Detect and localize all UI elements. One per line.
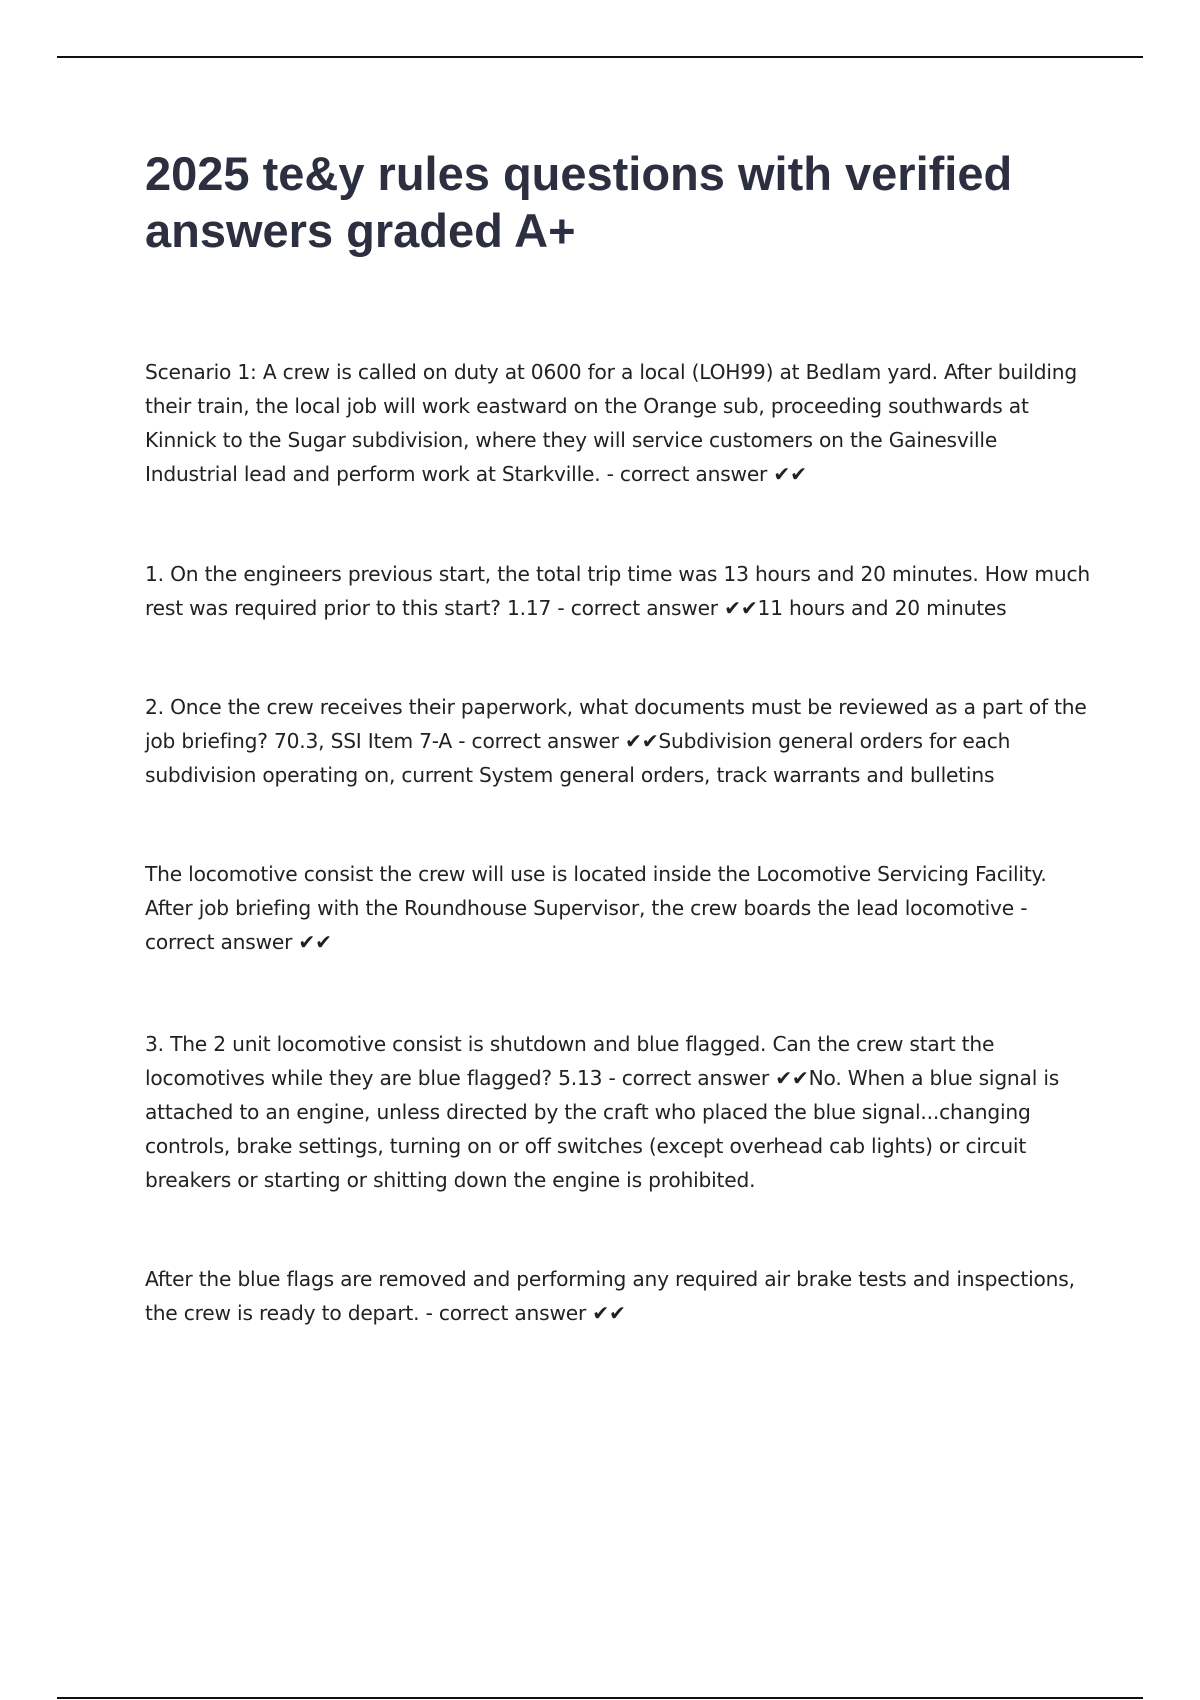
document-title: 2025 te&y rules questions with verified answers graded A+ — [145, 147, 1013, 257]
departure-paragraph: After the blue flags are removed and performing any required air brake tests and inspections, the crew is ready to depart. - correct answer ✔✔ — [145, 1267, 1075, 1325]
question-3-paragraph: 3. The 2 unit locomotive consist is shutdown and blue flagged. Can the crew start the locomotives while they are blue flagged? 5.13 - correct answer ✔✔No. When a blue signal is attached to an engine, unless directed by the craft who placed the blue signal...changing controls, brake settings, turning on or off switches (except overhead cab lights) or circuit breakers or starting or shitting down the engine is prohibited. — [145, 1032, 1060, 1192]
bottom-divider — [57, 1697, 1143, 1699]
top-divider — [57, 56, 1143, 58]
scenario-paragraph: Scenario 1: A crew is called on duty at 0600 for a local (LOH99) at Bedlam yard. After building their train, the local job will work eastward on the Orange sub, proceeding southwards at Kinnick to the Sugar subdivision, where they will service customers on the Gainesville Industrial lead and perform work at Starkville. - correct answer ✔✔ — [145, 360, 1077, 486]
question-1-paragraph: 1. On the engineers previous start, the total trip time was 13 hours and 20 minutes. How much rest was required prior to this start? 1.17 - correct answer ✔✔11 hours and 20 minutes — [145, 562, 1090, 620]
locomotive-consist-paragraph: The locomotive consist the crew will use is located inside the Locomotive Servicing Facility. After job briefing with the Roundhouse Supervisor, the crew boards the lead locomotive - correct answer ✔✔ — [145, 862, 1047, 954]
question-2-paragraph: 2. Once the crew receives their paperwork, what documents must be reviewed as a part of the job briefing? 70.3, SSI Item 7-A - correct answer ✔✔Subdivision general orders for each subdivision operating on, current System general orders, track warrants and bulletins — [145, 695, 1087, 787]
